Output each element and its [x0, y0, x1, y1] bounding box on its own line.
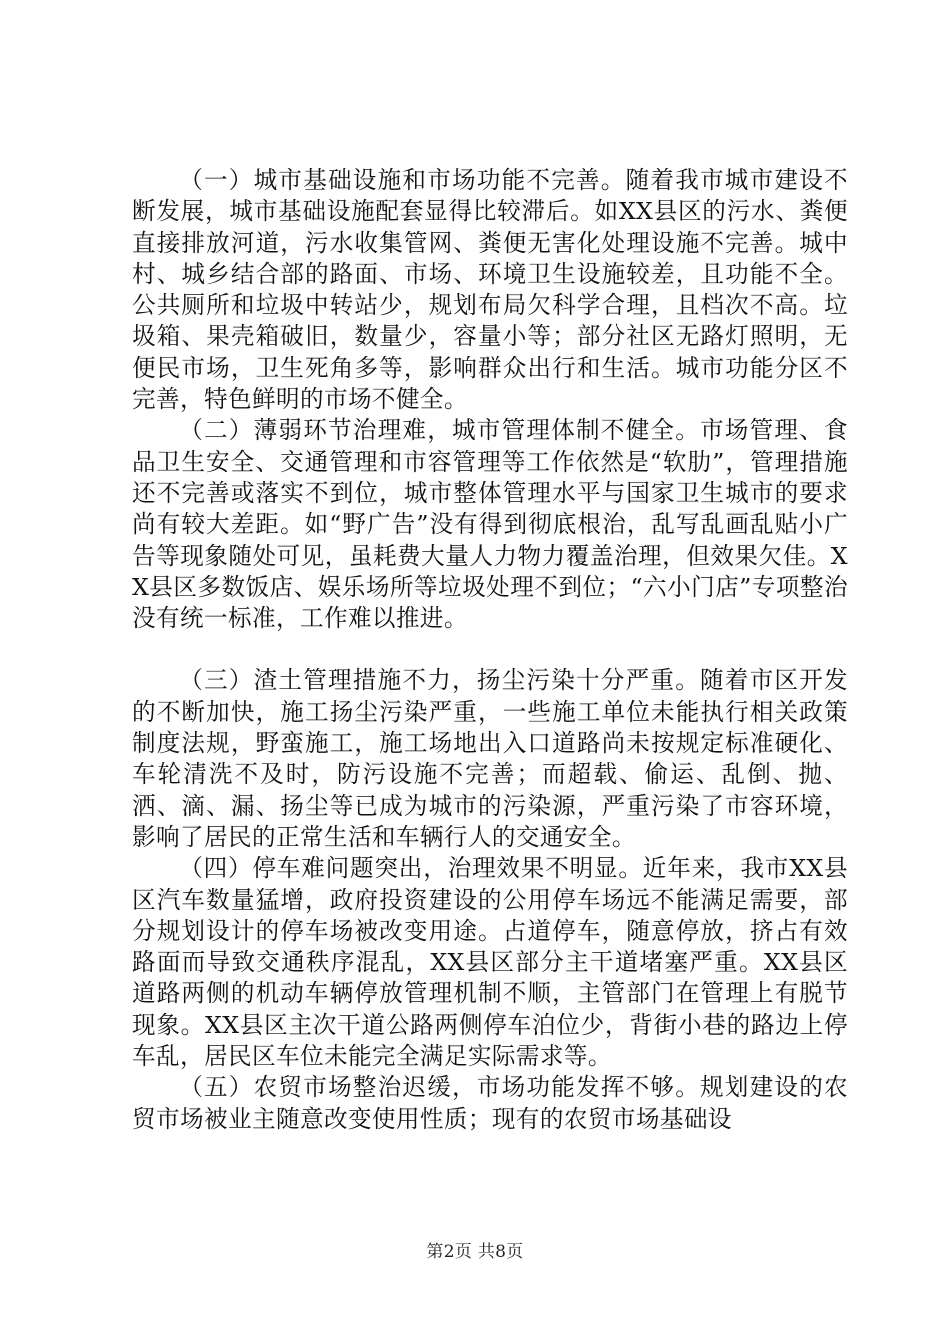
paragraph-5: （五）农贸市场整治迟缓，市场功能发挥不够。规划建设的农贸市场被业主随意改变使用性质；现有的农贸市场基础设	[132, 1073, 848, 1133]
paragraph-1: （一）城市基础设施和市场功能不完善。随着我市城市建设不断发展，城市基础设施配套显得比较滞后。如XX县区的污水、粪便直接排放河道，污水收集管网、粪便无害化处理设施不完善。城中村、城乡结合部的路面、市场、环境卫生设施较差，且功能不全。公共厕所和垃圾中转站少，规划布局欠科学合理，且档次不高。垃圾箱、果壳箱破旧，数量少，容量小等；部分社区无路灯照明，无便民市场，卫生死角多等，影响群众出行和生活。城市功能分区不完善，特色鲜明的市场不健全。	[132, 166, 848, 414]
paragraph-spacer	[132, 634, 848, 665]
paragraph-2: （二）薄弱环节治理难，城市管理体制不健全。市场管理、食品卫生安全、交通管理和市容管理等工作依然是“软肋”，管理措施还不完善或落实不到位，城市整体管理水平与国家卫生城市的要求尚有较大差距。如“野广告”没有得到彻底根治，乱写乱画乱贴小广告等现象随处可见，虽耗费大量人力物力覆盖治理，但效果欠佳。XX县区多数饭店、娱乐场所等垃圾处理不到位；“六小门店”专项整治没有统一标准，工作难以推进。	[132, 416, 848, 633]
paragraph-3: （三）渣土管理措施不力，扬尘污染十分严重。随着市区开发的不断加快，施工扬尘污染严重，一些施工单位未能执行相关政策制度法规，野蛮施工，施工场地出入口道路尚未按规定标准硬化、车轮清洗不及时，防污设施不完善；而超载、偷运、乱倒、抛、洒、滴、漏、扬尘等已成为城市的污染源，严重污染了市容环境，影响了居民的正常生活和车辆行人的交通安全。	[132, 666, 848, 851]
document-body	[132, 165, 848, 1135]
page-number-footer: 第2页 共8页	[426, 1242, 524, 1262]
paragraph-4: （四）停车难问题突出，治理效果不明显。近年来，我市XX县区汽车数量猛增，政府投资建设的公用停车场远不能满足需要，部分规划设计的停车场被改变用途。占道停车，随意停放，挤占有效路面而导致交通秩序混乱，XX县区部分主干道堵塞严重。XX县区道路两侧的机动车辆停放管理机制不顺，主管部门在管理上有脱节现象。XX县区主次干道公路两侧停车泊位少，背街小巷的路边上停车乱，居民区车位未能完全满足实际需求等。	[132, 854, 848, 1071]
